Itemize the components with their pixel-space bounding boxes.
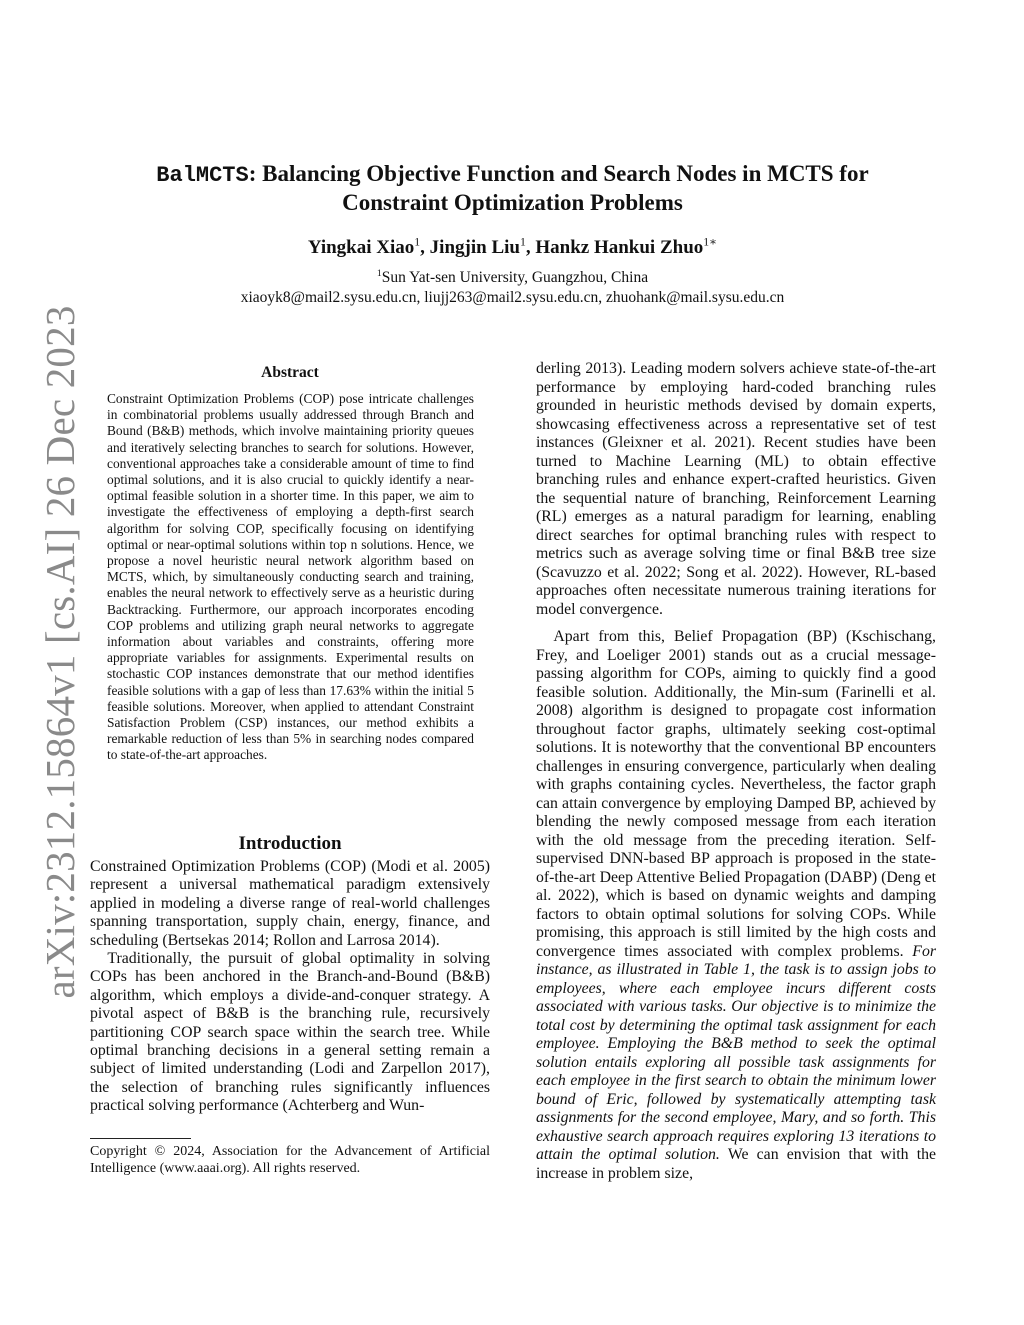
introduction-paragraph: Traditionally, the pursuit of global optimality in solving COPs has been anchored in the Branch-and-Bound (B&B) algorithm, which employs a divide-and-conquer strategy. A pivotal aspect of B&B is the branching rule, recursively partitioning COP search space within the search tree. While optimal branching decisions in a general setting remain a subject of limited understanding (Lodi and Zarpellon 2017), the selection of branching rules significantly influences practical solving performance (Achterberg and Wun- [90,950,490,1115]
author-separator: , [420,237,430,258]
affiliation-sup: 1 [376,267,382,279]
abstract-body: Constraint Optimization Problems (COP) pose intricate challenges in combinatorial problems usually addressed through Branch and Bound (B&B) methods, which involve maintaining priority queues and iteratively selecting branches to search for solutions. However, conventional approaches take a considerable amount of time to find optimal solutions, and it is also crucial to quickly identify a near-optimal feasible solution in a shorter time. In this paper, we aim to investigate the effectiveness of employing a depth-first search algorithm for solving COP, specifically focusing on identifying optimal or near-optimal solutions within top n solutions. Hence, we propose a novel heuristic neural network algorithm based on MCTS, which, by simultaneously conducting search and training, enables the neural network to effectively serve as a heuristic during Backtracking. Furthermore, our approach incorporates encoding COP problems and utilizing graph neural networks to aggregate information about variables and constraints, offering more appropriate variables for assignments. Experimental results on stochastic COP instances demonstrate that our method identifies feasible solutions with a gap of less than 17.63% within the initial 5 feasible solutions. Moreover, when applied to attendant Constraint Satisfaction Problem (CSP) instances, our method exhibits a remarkable reduction of less than 5% in searching nodes compared to state-of-the-art approaches. [107,391,474,763]
title-line1: : Balancing Objective Function and Search Nodes in MCTS for [248,161,869,186]
author-name: Jingjin Liu [429,237,520,258]
introduction-body [90,858,490,1116]
affiliation-name: Sun Yat-sen University, Guangzhou, China [381,269,649,286]
abstract-heading: Abstract [261,364,319,381]
author-affil-sup: 1∗ [703,235,718,249]
affiliation-block [90,268,935,308]
author-affil-sup: 1 [519,235,526,249]
author-name: Hankz Hankui Zhuo [535,237,704,258]
body-paragraph-italic-example: For instance, as illustrated in Table 1, the task is to assign jobs to employees, where each employee incurs different costs associated with various tasks. Our objective is to minimize the total cost by determining the optimal task assignment for each employee. Employing the B&B method to seek the optimal solution entails exploring all possible task assignments for each employee in the first search to obtain the minimum lower bound of Eric, followed by systematically attempting task assignments for the second employee, Mary, and so forth. This exhaustive search approach requires exploring 13 iterations to attain the optimal solution. [536,942,936,1163]
title-line2: Constraint Optimization Problems [342,190,683,215]
body-paragraph: derling 2013). Leading modern solvers achieve state-of-the-art performance by employing hard-coded branching rules grounded in heuristic methods devised by domain experts, showcasing effectiveness across a representative set of test instances (Gleixner et al. 2021). Recent studies have been turned to Machine Learning (ML) to obtain effective branching rules and enhance expert-crafted heuristics. Given the sequential nature of branching, Reinforcement Learning (RL) emerges as a natural paradigm for learning, enabling direct searches for optimal branching rules with respect to metrics such as average solving time or final B&B tree size (Scavuzzo et al. 2022; Song et al. 2022). However, RL-based approaches often necessitate numerous training iterations for model convergence. [536,360,936,618]
author-name: Yingkai Xiao [307,237,415,258]
arxiv-identifier-stamp: arXiv:2312.15864v1 [cs.AI] 26 Dec 2023 [37,305,83,999]
footnote-divider [90,1138,191,1139]
copyright-footnote: Copyright © 2024, Association for the Advancement of Artificial Intelligence (www.aaai.org). All rights reserved. [90,1144,490,1176]
body-paragraph [536,628,936,1183]
introduction-heading: Introduction [238,833,342,854]
author-emails: xiaoyk8@mail2.sysu.edu.cn, liujj263@mail2.sysu.edu.cn, zhuohank@mail.sysu.edu.cn [240,289,785,306]
right-column-body [536,360,936,1183]
author-list [90,237,935,259]
introduction-paragraph: Constrained Optimization Problems (COP) (Modi et al. 2005) represent a universal mathematical paradigm extensively applied in modeling a diverse range of real-world challenges spanning transportation, supply chain, energy, finance, and scheduling (Bertsekas 2014; Rollon and Larrosa 2014). [90,858,490,949]
body-paragraph-tail: We can envision that with the increase in problem size, [536,1146,936,1182]
author-separator: , [525,237,536,258]
title-method-name: BalMCTS [156,163,249,188]
author-affil-sup: 1 [414,235,421,249]
paper-title [90,160,935,216]
body-paragraph-text: Apart from this, Belief Propagation (BP) (Kschischang, Frey, and Loeliger 2001) stands out as a crucial message-passing algorithm for COPs, aiming to quickly find a good feasible solution. Additionally, the Min-sum (Farinelli et al. 2008) algorithm is designed to propagate cost information throughout factor graphs, ultimately seeking cost-optimal solutions. It is noteworthy that the conventional BP encounters challenges in ensuring convergence, particularly when dealing with graphs containing cycles. Nevertheless, the factor graph can attain convergence by employing Damped BP, achieved by blending the newly composed message from each iteration with the old message from the preceding iteration. Self-supervised DNN-based BP approach is proposed in the state-of-the-art Deep Attentive Belied Propagation (DABP) (Deng et al. 2022), which is based on dynamic weights and damping factors to obtain optimal solutions for solving COPs. While promising, this approach is still limited by the high costs and convergence times associated with complex problems. [536,628,936,960]
